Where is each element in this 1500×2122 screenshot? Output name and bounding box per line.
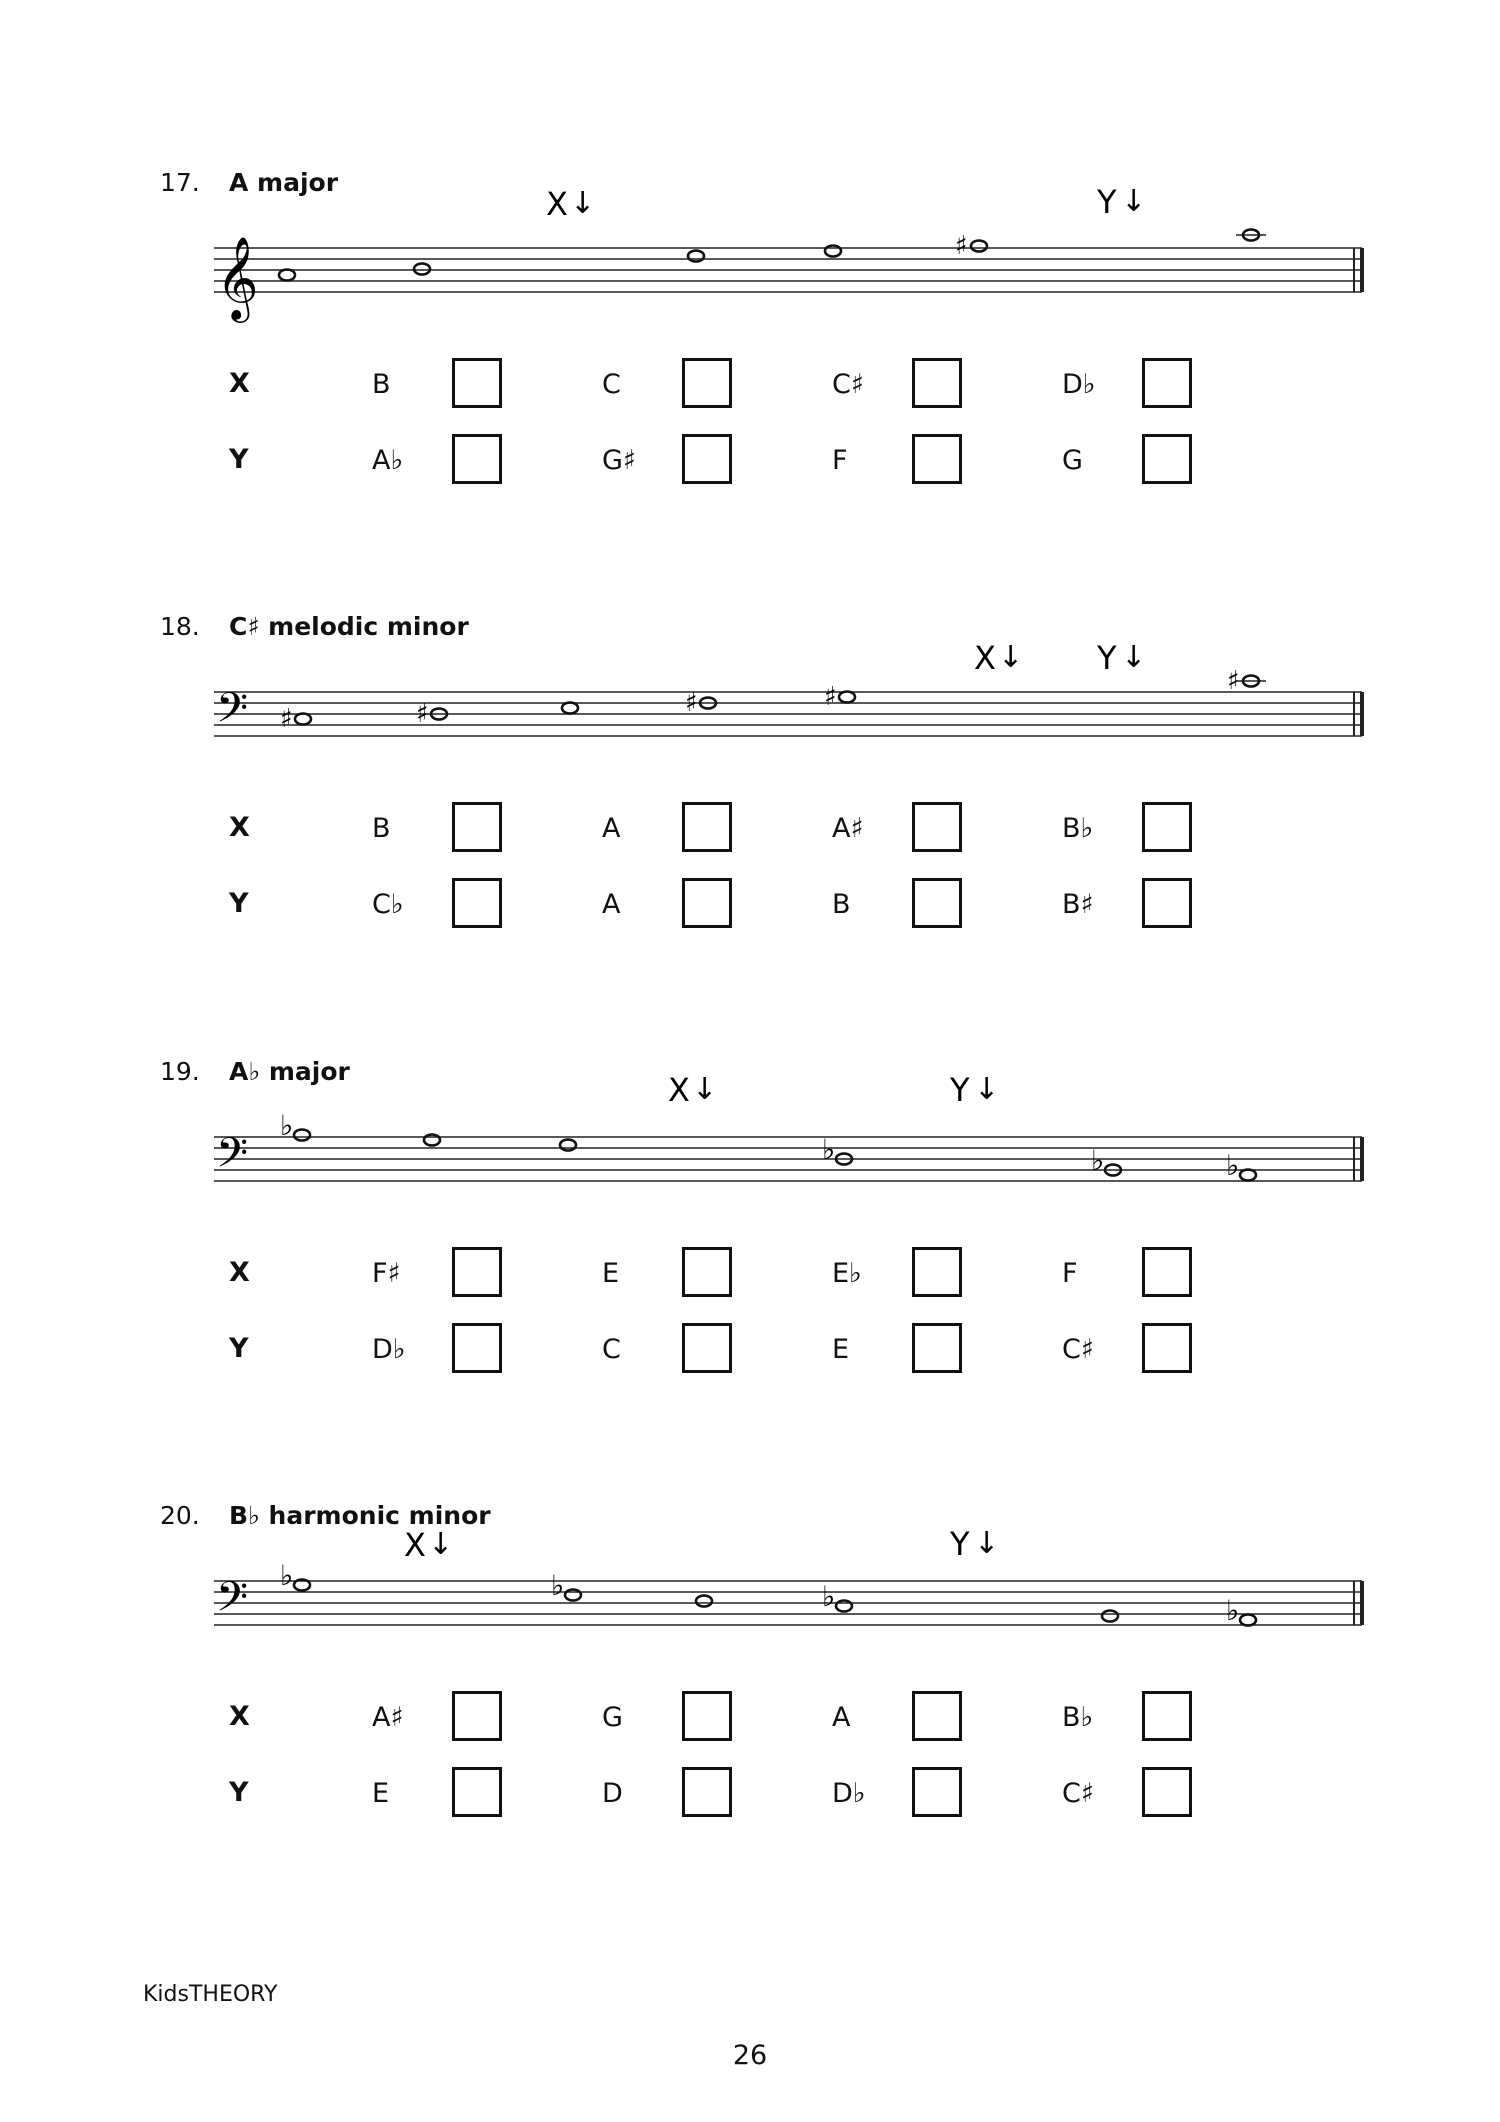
option-label: A (602, 889, 621, 920)
row-label: Y (229, 1333, 249, 1364)
option-label: D (602, 1778, 623, 1809)
option-label: A♭ (372, 445, 404, 476)
sharp-icon: ♯ (824, 682, 837, 712)
flat-icon: ♭ (280, 1559, 294, 1592)
arrow-down-icon: ↓ (1121, 640, 1147, 675)
marker-y (949, 1071, 999, 1109)
option-e-checkbox[interactable] (912, 1323, 962, 1373)
note (822, 1133, 852, 1166)
marker-label: X (668, 1071, 690, 1109)
marker-y (1096, 639, 1146, 677)
option-b-checkbox[interactable] (912, 878, 962, 928)
row-label: Y (229, 888, 249, 919)
option-b-sharp-checkbox[interactable] (1142, 878, 1192, 928)
question-number: 20. (160, 1501, 200, 1530)
option-b-checkbox[interactable] (452, 802, 502, 852)
marker-x (546, 185, 595, 223)
option-label: E (602, 1258, 620, 1289)
option-d-flat-checkbox[interactable] (912, 1767, 962, 1817)
note (696, 1596, 712, 1607)
question-title: A major (229, 168, 339, 197)
option-label: E♭ (832, 1258, 862, 1289)
arrow-down-icon: ↓ (692, 1072, 718, 1107)
bass-clef-icon: 𝄢 (216, 684, 249, 742)
option-g-checkbox[interactable] (1142, 434, 1192, 484)
option-c-checkbox[interactable] (682, 358, 732, 408)
row-label: X (229, 1257, 250, 1288)
arrow-down-icon: ↓ (974, 1072, 1000, 1107)
row-label: X (229, 1701, 250, 1732)
row-label: X (229, 368, 250, 399)
flat-icon: ♭ (1226, 1149, 1240, 1182)
note (1226, 1149, 1256, 1182)
option-label: D♭ (1062, 369, 1096, 400)
music-staff (0, 168, 1500, 338)
bass-clef-icon: 𝄢 (216, 1129, 249, 1187)
note (560, 1140, 576, 1151)
option-c-sharp-checkbox[interactable] (912, 358, 962, 408)
option-a-checkbox[interactable] (912, 1691, 962, 1741)
option-c-checkbox[interactable] (682, 1323, 732, 1373)
row-label: Y (229, 444, 249, 475)
sharp-icon: ♯ (1227, 666, 1240, 696)
option-label: F♯ (372, 1258, 401, 1289)
row-label: Y (229, 1777, 249, 1808)
option-label: C♭ (372, 889, 404, 920)
option-label: D♭ (372, 1334, 406, 1365)
option-b-checkbox[interactable] (452, 358, 502, 408)
note (424, 1135, 440, 1146)
staff-lines (214, 1581, 1362, 1625)
marker-x (974, 639, 1023, 677)
option-e-flat-checkbox[interactable] (912, 1247, 962, 1297)
note (551, 1569, 581, 1602)
arrow-down-icon: ↓ (998, 640, 1024, 675)
option-g-sharp-checkbox[interactable] (682, 434, 732, 484)
flat-icon: ♭ (822, 1580, 836, 1613)
note (1236, 230, 1266, 241)
answer-row-x (0, 358, 1500, 408)
note (1091, 1144, 1121, 1177)
answer-row-y (0, 1767, 1500, 1817)
option-g-checkbox[interactable] (682, 1691, 732, 1741)
option-b-flat-checkbox[interactable] (1142, 1691, 1192, 1741)
note (688, 251, 704, 262)
marker-x (668, 1071, 717, 1109)
marker-label: X (974, 639, 996, 677)
option-e-checkbox[interactable] (452, 1767, 502, 1817)
answer-row-y (0, 878, 1500, 928)
option-a-checkbox[interactable] (682, 802, 732, 852)
option-label: E (372, 1778, 390, 1809)
option-label: C (602, 369, 621, 400)
option-label: F (832, 445, 848, 476)
arrow-down-icon: ↓ (1121, 184, 1147, 219)
option-c-sharp-checkbox[interactable] (1142, 1767, 1192, 1817)
option-e-checkbox[interactable] (682, 1247, 732, 1297)
flat-icon: ♭ (551, 1569, 565, 1602)
option-c-flat-checkbox[interactable] (452, 878, 502, 928)
option-label: C♯ (832, 369, 864, 400)
question-title: B♭ harmonic minor (229, 1501, 491, 1530)
option-label: E (832, 1334, 850, 1365)
option-label: B (832, 889, 851, 920)
staff-lines (214, 692, 1362, 736)
option-label: B♭ (1062, 813, 1094, 844)
note (1226, 1594, 1256, 1627)
answer-row-y (0, 434, 1500, 484)
option-d-checkbox[interactable] (682, 1767, 732, 1817)
option-label: A (832, 1702, 851, 1733)
note (824, 682, 855, 712)
option-label: C♯ (1062, 1334, 1094, 1365)
row-label: X (229, 812, 250, 843)
option-label: A♯ (372, 1702, 404, 1733)
music-staff (0, 1501, 1500, 1671)
arrow-down-icon: ↓ (974, 1526, 1000, 1561)
note (414, 264, 430, 275)
arrow-down-icon: ↓ (428, 1527, 454, 1562)
sharp-icon: ♯ (955, 231, 968, 261)
question-title: A♭ major (229, 1057, 350, 1086)
option-f-checkbox[interactable] (1142, 1247, 1192, 1297)
marker-y (949, 1525, 999, 1563)
option-d-flat-checkbox[interactable] (1142, 358, 1192, 408)
note (825, 246, 841, 257)
option-a-sharp-checkbox[interactable] (452, 1691, 502, 1741)
staff-lines (214, 248, 1362, 292)
option-label: F (1062, 1258, 1078, 1289)
marker-label: X (404, 1526, 426, 1564)
flat-icon: ♭ (1091, 1144, 1105, 1177)
answer-row-y (0, 1323, 1500, 1373)
option-label: B♯ (1062, 889, 1094, 920)
staff-lines (214, 1137, 1362, 1181)
question-number: 19. (160, 1057, 200, 1086)
answer-row-x (0, 802, 1500, 852)
note (280, 1559, 310, 1592)
option-label: A (602, 813, 621, 844)
option-a-sharp-checkbox[interactable] (912, 802, 962, 852)
option-f-sharp-checkbox[interactable] (452, 1247, 502, 1297)
marker-label: X (546, 185, 568, 223)
arrow-down-icon: ↓ (570, 186, 596, 221)
marker-x (404, 1526, 453, 1564)
sharp-icon: ♯ (685, 688, 698, 718)
option-label: B♭ (1062, 1702, 1094, 1733)
marker-label: Y (950, 1071, 970, 1109)
question-title: C♯ melodic minor (229, 612, 469, 641)
answer-row-x (0, 1247, 1500, 1297)
flat-icon: ♭ (280, 1109, 294, 1142)
option-label: G♯ (602, 445, 636, 476)
option-label: G (602, 1702, 623, 1733)
question-number: 17. (160, 168, 200, 197)
note (955, 231, 987, 261)
option-a-checkbox[interactable] (682, 878, 732, 928)
option-label: D♭ (832, 1778, 866, 1809)
option-label: C♯ (1062, 1778, 1094, 1809)
option-d-flat-checkbox[interactable] (452, 1323, 502, 1373)
marker-label: Y (1097, 183, 1117, 221)
marker-label: Y (950, 1525, 970, 1563)
treble-clef-icon: 𝄞 (216, 235, 259, 319)
option-label: G (1062, 445, 1083, 476)
marker-y (1096, 183, 1146, 221)
note (822, 1580, 852, 1613)
option-label: B (372, 813, 391, 844)
note (279, 270, 295, 281)
note (562, 703, 578, 714)
sharp-icon: ♯ (416, 699, 429, 729)
question-number: 18. (160, 612, 200, 641)
footer-brand: KidsTHEORY (143, 1982, 278, 2007)
option-label: C (602, 1334, 621, 1365)
option-label: A♯ (832, 813, 864, 844)
option-c-sharp-checkbox[interactable] (1142, 1323, 1192, 1373)
option-a-flat-checkbox[interactable] (452, 434, 502, 484)
answer-row-x (0, 1691, 1500, 1741)
page-number: 26 (732, 2040, 768, 2071)
music-staff (0, 1057, 1500, 1227)
note (280, 704, 311, 734)
marker-label: Y (1097, 639, 1117, 677)
bass-clef-icon: 𝄢 (216, 1573, 249, 1631)
note (1102, 1611, 1118, 1622)
music-staff (0, 612, 1500, 782)
flat-icon: ♭ (1226, 1594, 1240, 1627)
option-b-flat-checkbox[interactable] (1142, 802, 1192, 852)
sharp-icon: ♯ (280, 704, 293, 734)
option-label: B (372, 369, 391, 400)
flat-icon: ♭ (822, 1133, 836, 1166)
option-f-checkbox[interactable] (912, 434, 962, 484)
